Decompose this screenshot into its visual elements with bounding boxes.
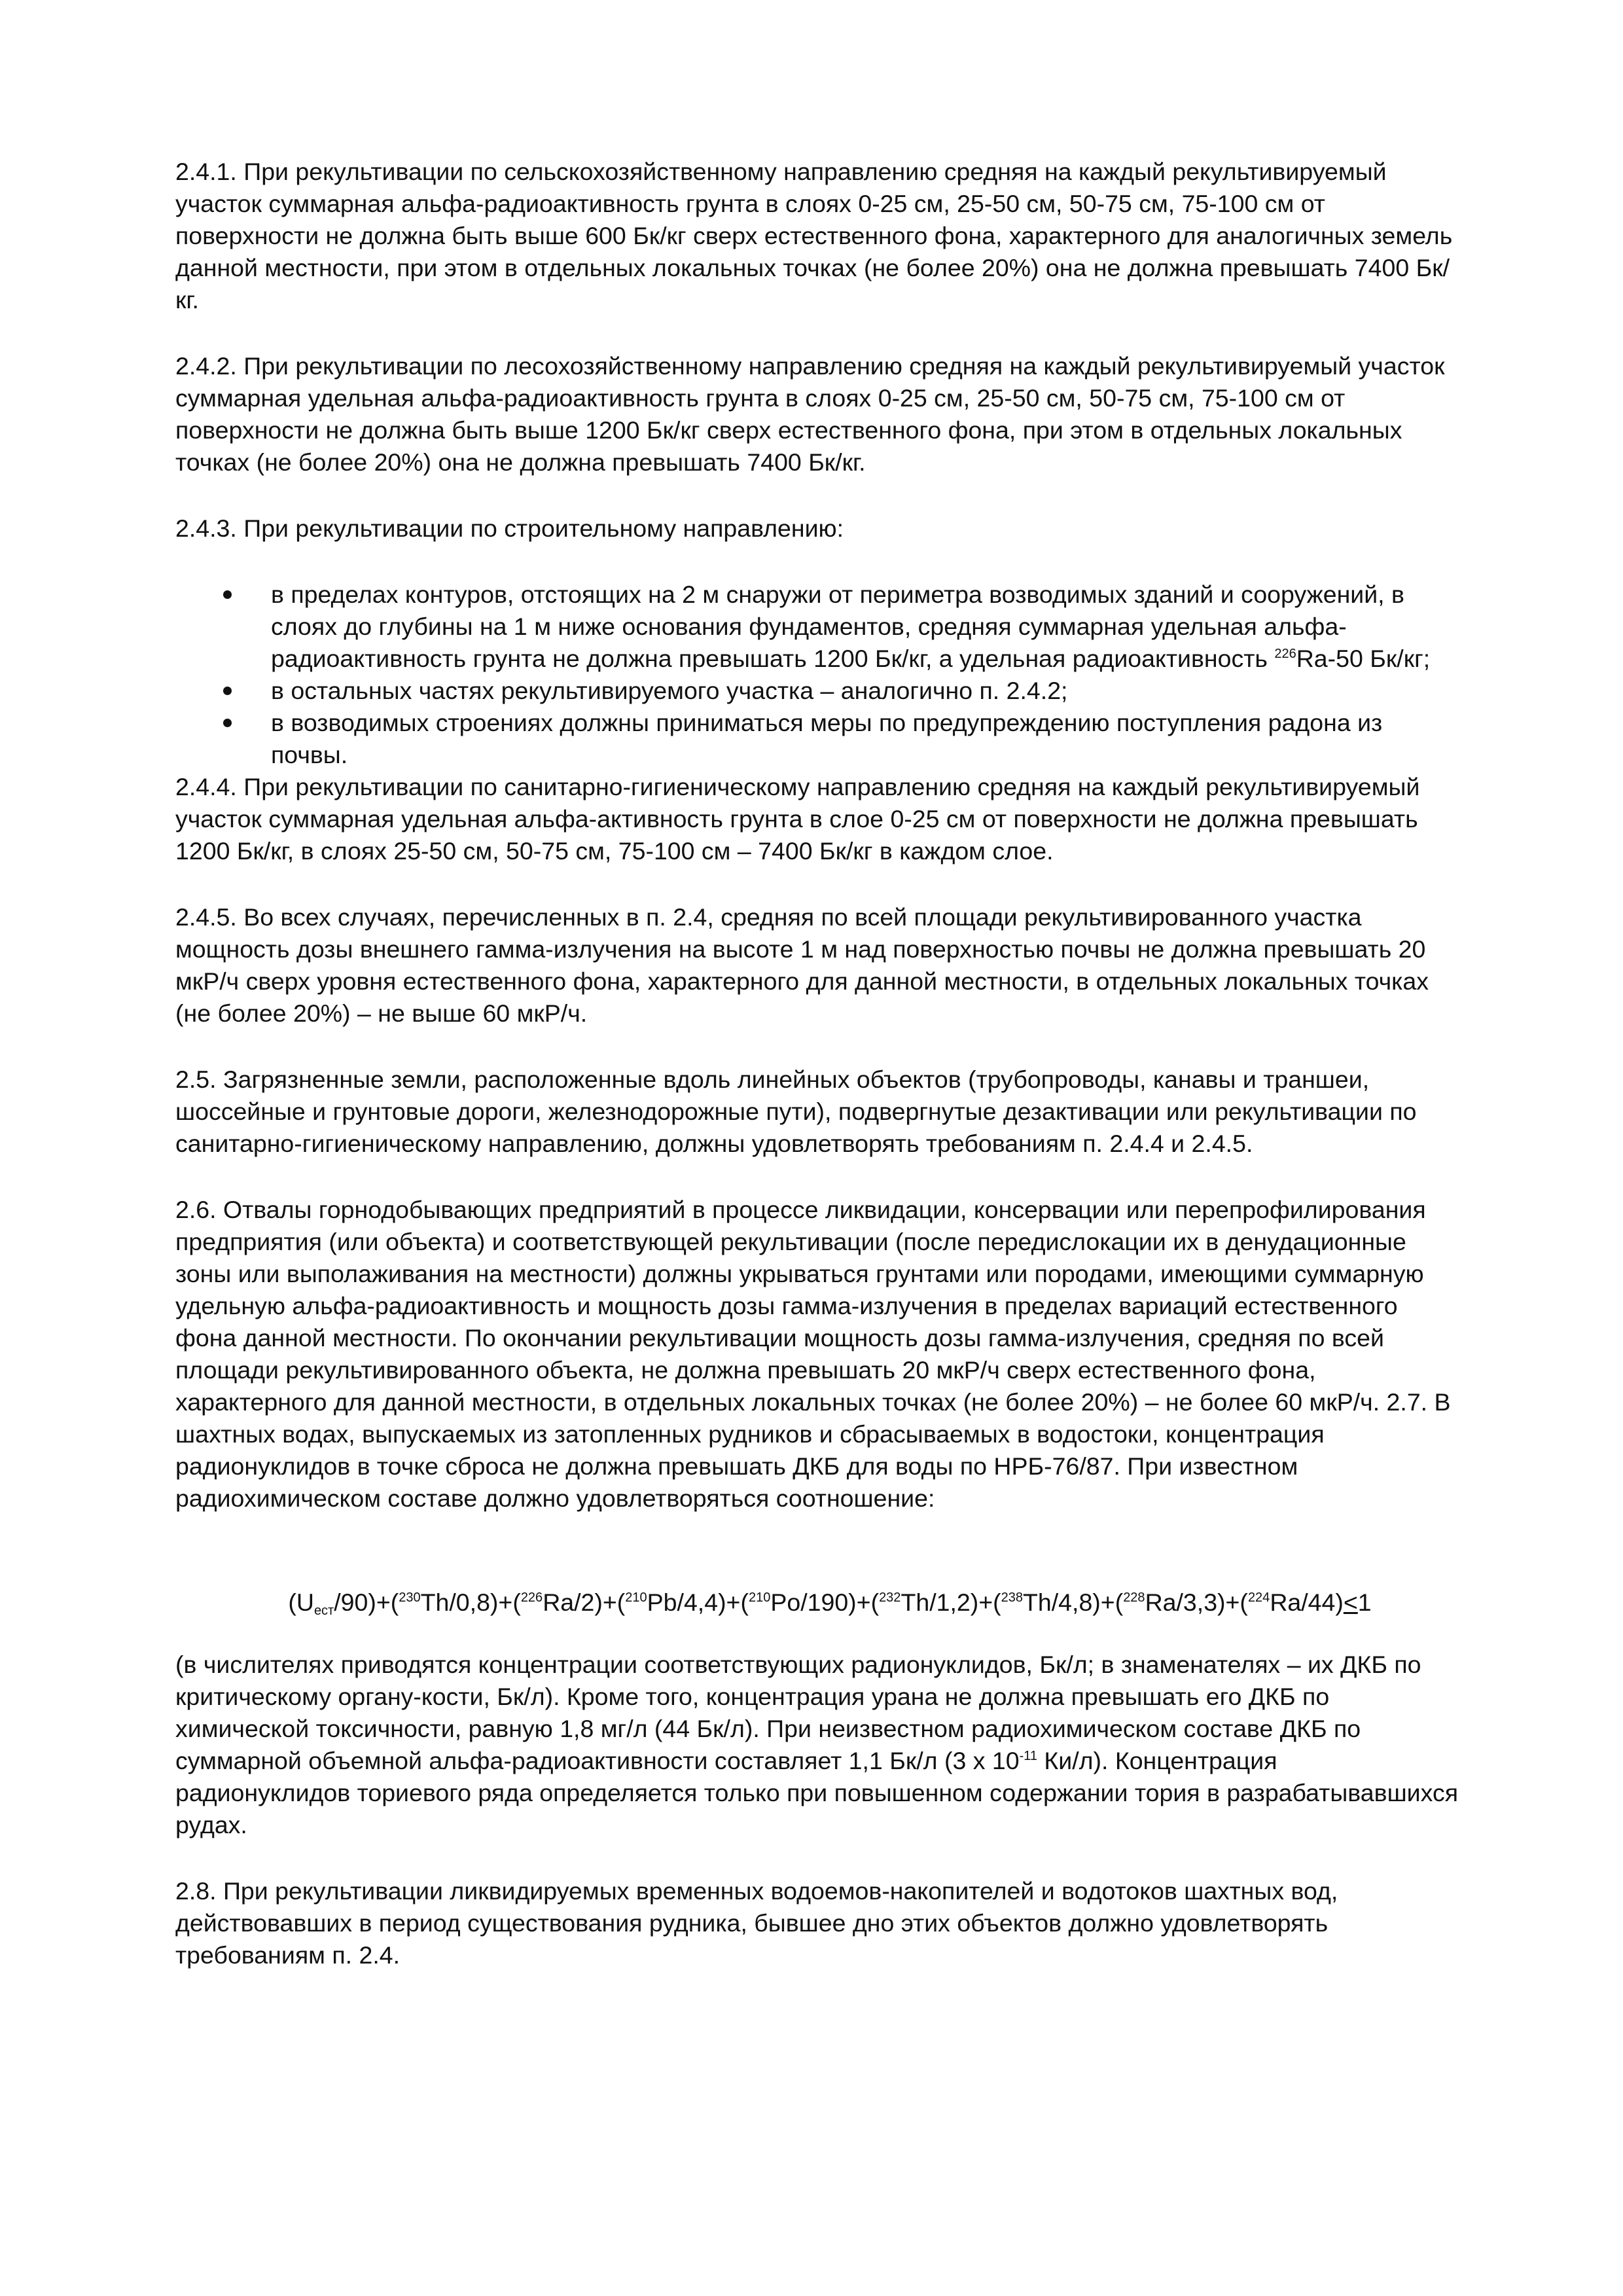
exponent: -11 (1019, 1749, 1038, 1763)
list-item-text: в возводимых строениях должны приниматься меры по предупреждению поступления радона из почвы. (271, 709, 1383, 768)
paragraph-2-4-1: 2.4.1. При рекультивации по сельскохозяйственному направлению средняя на каждый рекультивируемый участок суммарная альфа-радиоактивность грунта в слоях 0-25 см, 25-50 см, 50-75 см, 75-100 см от поверхности не должна быть выше 600 Бк/кг сверх естественного фона, характерного для аналогичных земель данной местности, при этом в отдельных локальных точках (не более 20%) она не должна превышать 7400 Бк/кг. (175, 158, 1453, 314)
list-item-text: в пределах контуров, отстоящих на 2 м снаружи от периметра возводимых зданий и сооружений, в слоях до глубины на 1 м ниже основания фундаментов, средняя суммарная удельная альфа-радиоактивность грунта не должна превышать 1200 Бк/кг, а удельная радиоактивность (271, 581, 1404, 672)
paragraph-2-6: 2.6. Отвалы горнодобывающих предприятий в процессе ликвидации, консервации или перепрофилирования предприятия (или объекта) и соответствующей рекультивации (после передислокации их в денудационные зоны или выполаживания на местности) должны укрываться грунтами или породами, имеющими суммарную удельную альфа-радиоактивность и мощность дозы гамма-излучения в пределах вариаций естественного фона данной местности. По окончании рекультивации мощность дозы гамма-излучения, средняя по всей площади рекультивированного объекта, не должна превышать 20 мкР/ч сверх естественного фона, характерного для данной местности, в отдельных локальных точках (не более 20%) – не более 60 мкР/ч. 2.7. В шахтных водах, выпускаемых из затопленных рудников и сбрасываемых в водостоки, концентрация радионуклидов в точке сброса не должна превышать ДКБ для воды по НРБ-76/87. При известном радиохимическом составе должно удовлетворяться соотношение: (175, 1196, 1451, 1512)
paragraph-2-4-3: 2.4.3. При рекультивации по строительному направлению: (175, 514, 844, 542)
list-item (175, 675, 1458, 707)
paragraph-2-4-2: 2.4.2. При рекультивации по лесохозяйственному направлению средняя на каждый рекультивируемый участок суммарная удельная альфа-радиоактивность грунта в слоях 0-25 см, 25-50 см, 50-75 см, 75-100 см от поверхности не должна быть выше 1200 Бк/кг сверх естественного фона, при этом в отдельных локальных точках (не более 20%) она не должна превышать 7400 Бк/кг. (175, 352, 1445, 476)
document-page (175, 156, 1458, 1971)
paragraph-2-7-notes: (в числителях приводятся концентрации соответствующих радионуклидов, Бк/л; в знаменателях – их ДКБ по критическому органу-кости, Бк/л). Кроме того, концентрация урана не должна превышать его ДКБ по химической токсичности, равную 1,8 мг/л (44 Бк/л). При неизвестном радиохимическом составе ДКБ по суммарной объемной альфа-радиоактивности составляет 1,1 Бк/л (3 х $10^{-11}$ Ки/л). Концентрация радионуклидов ториевого ряда определяется только при повышенном содержании тория в разрабатывавшихся рудах. (175, 1651, 1458, 1839)
list-item-text-tail: Ra-50 Бк/кг; (1296, 645, 1431, 672)
bullet-icon (223, 687, 232, 695)
construction-requirements-list (175, 579, 1458, 771)
bullet-icon (223, 719, 232, 727)
less-or-equal-sign: < (1343, 1588, 1358, 1616)
bullet-icon (223, 590, 232, 599)
paragraph-2-8: 2.8. При рекультивации ликвидируемых временных водоемов-накопителей и водотоков шахтных вод, действовавших в период существования рудника, бывшее дно этих объектов должно удовлетворять требованиям п. 2.4. (175, 1877, 1338, 1969)
paragraph-2-5: 2.5. Загрязненные земли, расположенные вдоль линейных объектов (трубопроводы, канавы и траншеи, шоссейные и грунтовые дороги, железнодорожные пути), подвергнутые дезактивации или рекультивации по санитарно-гигиеническому направлению, должны удовлетворять требованиям п. 2.4.4 и 2.4.5. (175, 1066, 1417, 1157)
radionuclide-ratio-formula: $(U_{ест}/90)+(^{230}Th/0,8)+(^{226}Ra/2)+(^{210}Pb/4,4)+(^{210}Po/190)+(^{232}Th/1,2)+(^{238}Th/4,8)+(^{228}Ra/3,3)+(^{224}Ra/44)<1$ (288, 1588, 1372, 1618)
paragraph-2-4-4: 2.4.4. При рекультивации по санитарно-гигиеническому направлению средняя на каждый рекультивируемый участок суммарная удельная альфа-активность грунта в слое 0-25 см от поверхности не должна превышать 1200 Бк/кг, в слоях 25-50 см, 50-75 см, 75-100 см – 7400 Бк/кг в каждом слое. (175, 773, 1420, 865)
isotope-mass-number: 226 (1274, 647, 1296, 661)
paragraph-2-4-5: 2.4.5. Во всех случаях, перечисленных в п. 2.4, средняя по всей площади рекультивированного участка мощность дозы внешнего гамма-излучения на высоте 1 м над поверхностью почвы не должна превышать 20 мкР/ч сверх уровня естественного фона, характерного для данной местности, в отдельных локальных точках (не более 20%) – не выше 60 мкР/ч. (175, 903, 1429, 1027)
list-item (175, 707, 1458, 771)
list-item-text: в остальных частях рекультивируемого участка – аналогично п. 2.4.2; (271, 677, 1068, 704)
list-item (175, 579, 1458, 675)
